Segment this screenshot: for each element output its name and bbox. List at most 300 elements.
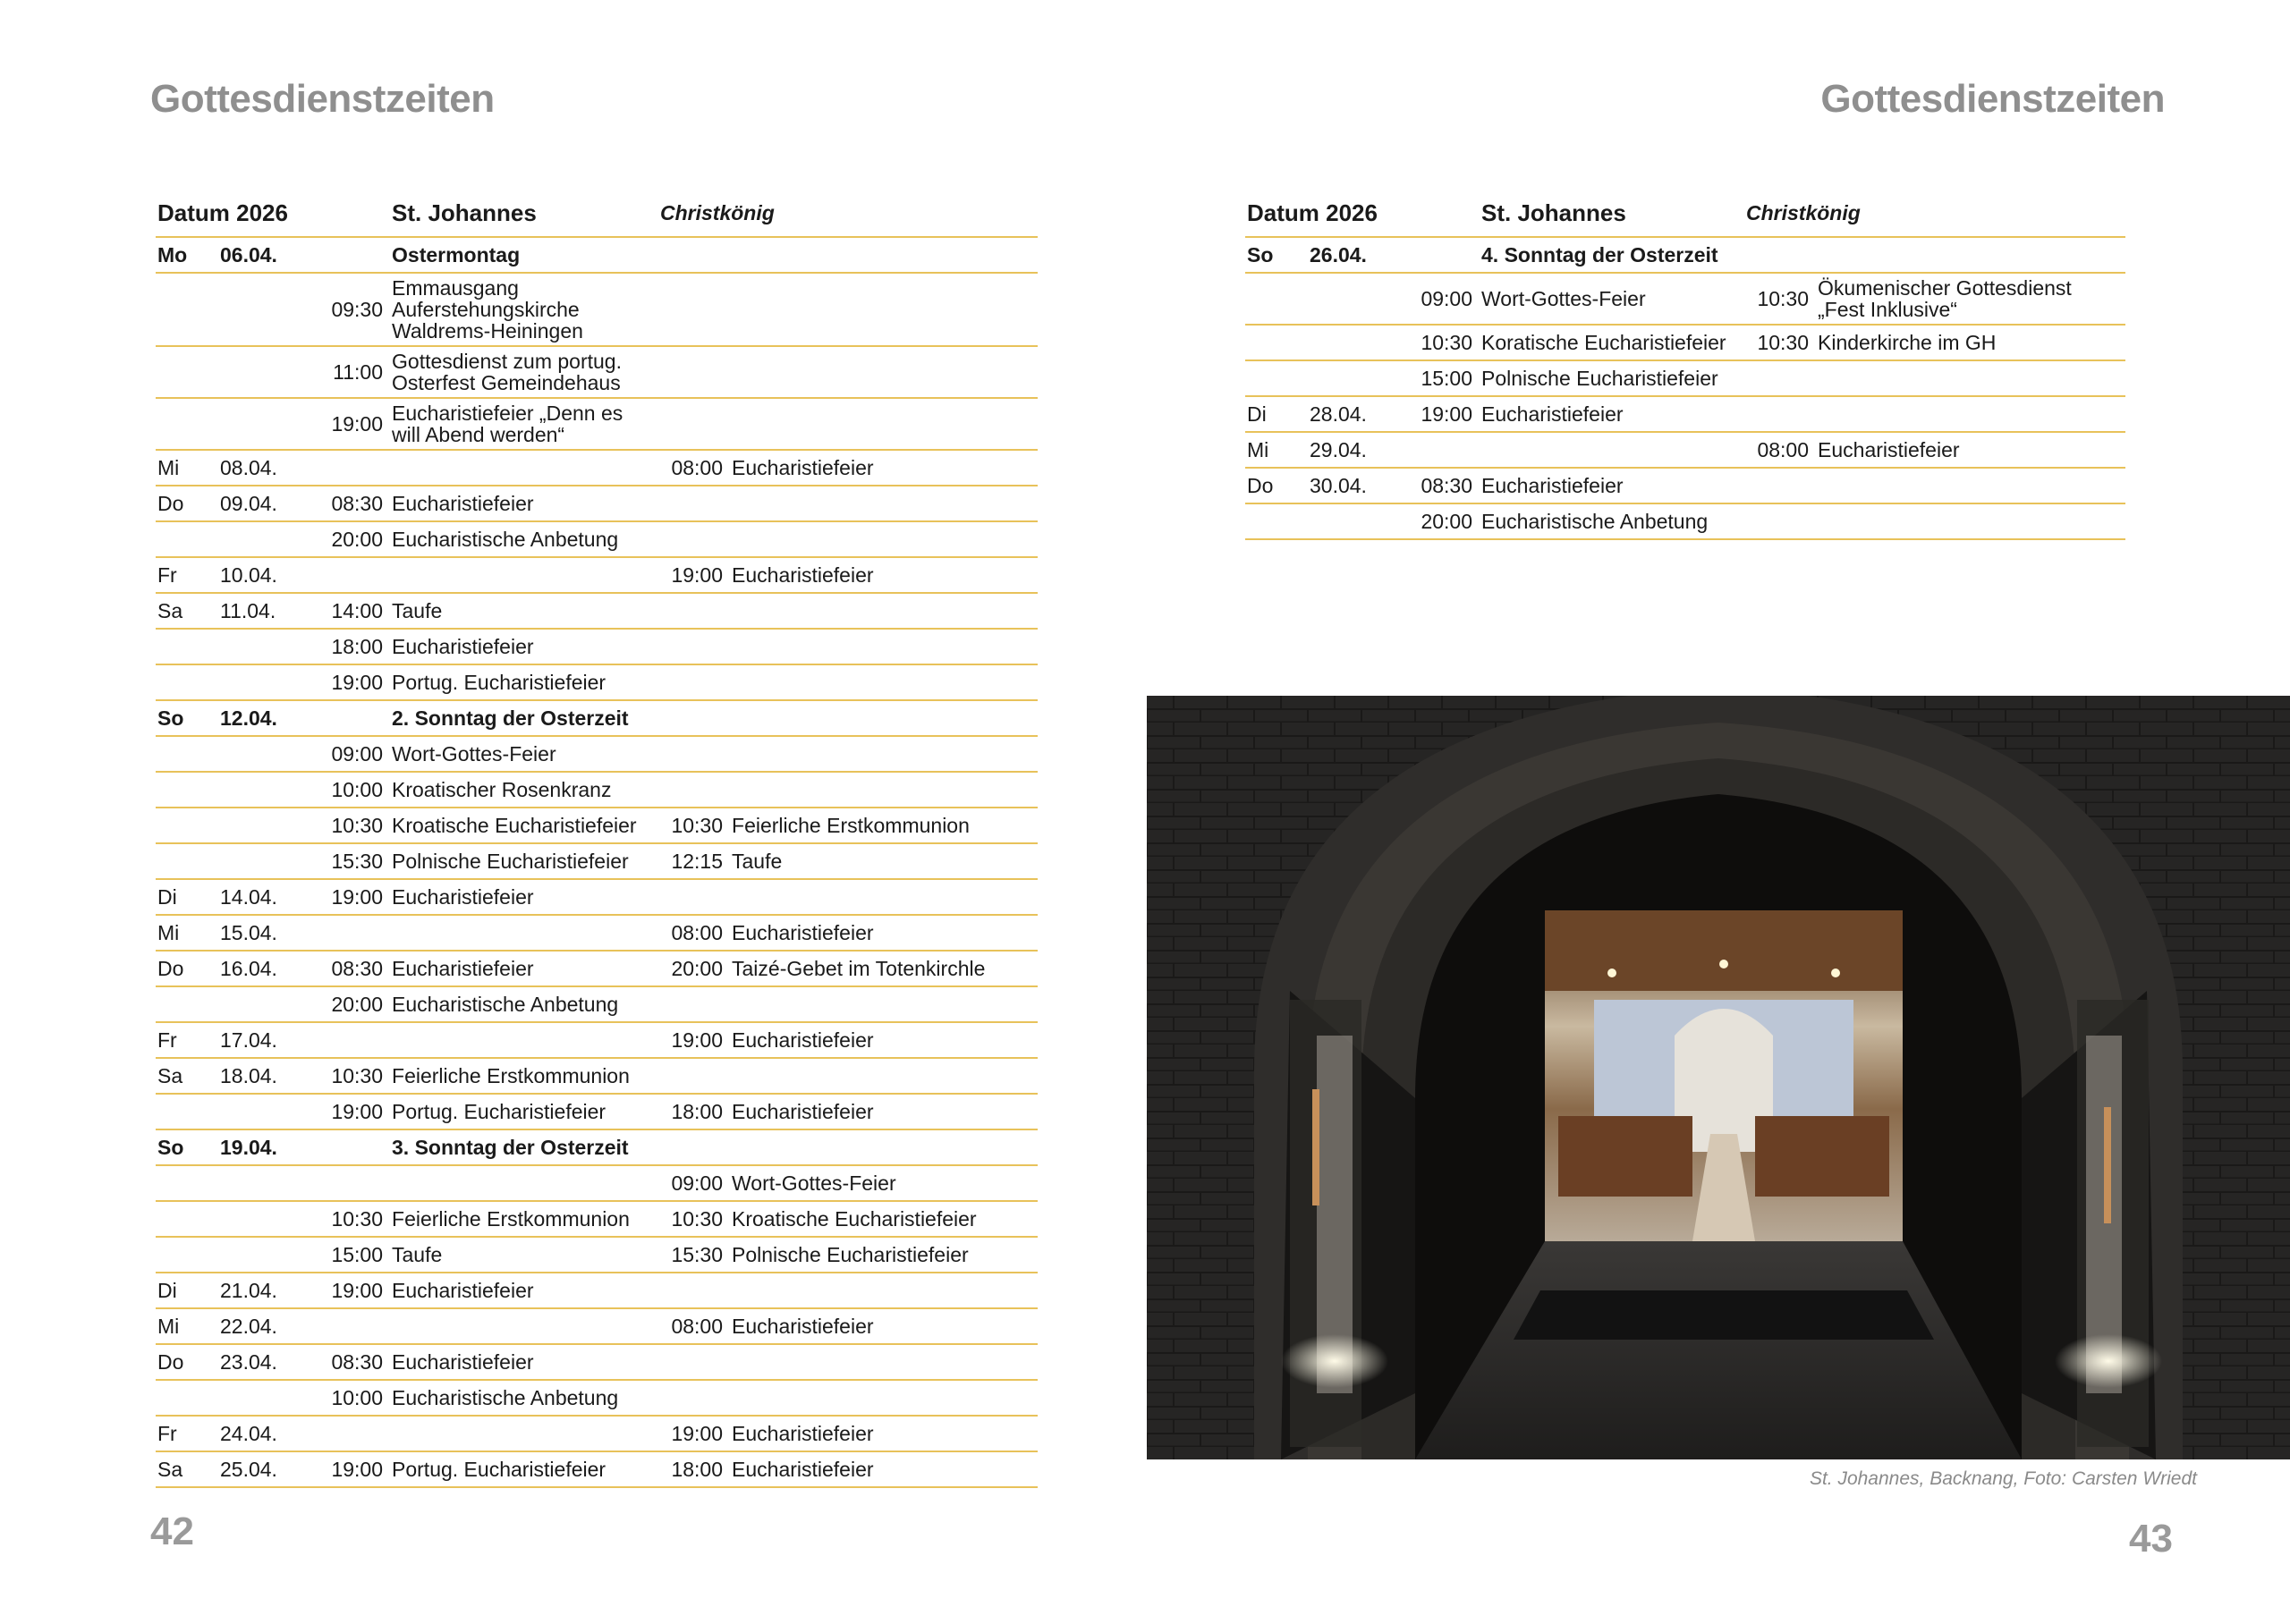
day-cell bbox=[156, 398, 218, 450]
date-cell: 30.04. bbox=[1308, 468, 1401, 503]
date-cell bbox=[1308, 273, 1401, 325]
day-cell bbox=[1245, 273, 1308, 325]
day-cell: Mo bbox=[156, 237, 218, 273]
christkoenig-time bbox=[658, 398, 730, 450]
christkoenig-event bbox=[730, 772, 1038, 808]
table-row bbox=[156, 557, 1038, 593]
table-row bbox=[1245, 396, 2125, 432]
st-johannes-event: Eucharistische Anbetung bbox=[390, 1380, 658, 1416]
christkoenig-time: 08:00 bbox=[1744, 432, 1816, 468]
st-johannes-time bbox=[311, 700, 390, 736]
christkoenig-event bbox=[730, 273, 1038, 346]
christkoenig-event bbox=[1816, 468, 2125, 503]
st-johannes-time bbox=[311, 915, 390, 951]
day-cell bbox=[156, 986, 218, 1022]
date-cell bbox=[1308, 325, 1401, 360]
table-row bbox=[156, 273, 1038, 346]
date-cell bbox=[218, 629, 311, 664]
day-cell: Fr bbox=[156, 1416, 218, 1451]
christkoenig-time: 08:00 bbox=[658, 915, 730, 951]
table-row bbox=[156, 237, 1038, 273]
day-cell bbox=[156, 664, 218, 700]
christkoenig-time bbox=[658, 700, 730, 736]
header-date: Datum 2026 bbox=[156, 190, 390, 237]
christkoenig-event: Eucharistiefeier bbox=[1816, 432, 2125, 468]
st-johannes-event: Polnische Eucharistiefeier bbox=[390, 843, 658, 879]
date-cell bbox=[218, 808, 311, 843]
christkoenig-event bbox=[1816, 503, 2125, 539]
table-row bbox=[156, 915, 1038, 951]
date-cell: 08.04. bbox=[218, 450, 311, 486]
page-number-left: 42 bbox=[150, 1510, 194, 1553]
page-number-right: 43 bbox=[2129, 1517, 2173, 1561]
st-johannes-time: 09:00 bbox=[311, 736, 390, 772]
day-cell bbox=[156, 808, 218, 843]
christkoenig-time bbox=[658, 521, 730, 557]
header-christkoenig: Christkönig bbox=[658, 190, 1038, 237]
table-row bbox=[156, 1165, 1038, 1201]
christkoenig-time: 10:30 bbox=[658, 808, 730, 843]
st-johannes-time: 20:00 bbox=[311, 521, 390, 557]
st-johannes-time bbox=[1401, 432, 1480, 468]
table-row bbox=[156, 1129, 1038, 1165]
st-johannes-event: Eucharistische Anbetung bbox=[390, 521, 658, 557]
table-row bbox=[156, 486, 1038, 521]
table-row bbox=[156, 629, 1038, 664]
table-row bbox=[156, 1237, 1038, 1273]
st-johannes-time: 10:00 bbox=[311, 1380, 390, 1416]
christkoenig-time: 18:00 bbox=[658, 1094, 730, 1129]
christkoenig-event: Eucharistiefeier bbox=[730, 915, 1038, 951]
st-johannes-event: Koratische Eucharistiefeier bbox=[1480, 325, 1744, 360]
st-johannes-event: Wort-Gottes-Feier bbox=[1480, 273, 1744, 325]
christkoenig-event bbox=[730, 1273, 1038, 1308]
table-row bbox=[156, 879, 1038, 915]
christkoenig-time: 10:30 bbox=[1744, 325, 1816, 360]
st-johannes-time: 20:00 bbox=[1401, 503, 1480, 539]
st-johannes-time: 18:00 bbox=[311, 629, 390, 664]
christkoenig-event: Taizé-Gebet im Totenkirchle bbox=[730, 951, 1038, 986]
st-johannes-time bbox=[311, 1165, 390, 1201]
date-cell bbox=[218, 1165, 311, 1201]
christkoenig-event: Kinderkirche im GH bbox=[1816, 325, 2125, 360]
table-row bbox=[156, 700, 1038, 736]
date-cell: 28.04. bbox=[1308, 396, 1401, 432]
st-johannes-time: 19:00 bbox=[311, 1094, 390, 1129]
day-cell: Fr bbox=[156, 557, 218, 593]
header-date: Datum 2026 bbox=[1245, 190, 1480, 237]
date-cell: 14.04. bbox=[218, 879, 311, 915]
christkoenig-time: 19:00 bbox=[658, 557, 730, 593]
christkoenig-time bbox=[658, 629, 730, 664]
st-johannes-time: 11:00 bbox=[311, 346, 390, 398]
table-row bbox=[156, 1201, 1038, 1237]
christkoenig-event: Eucharistiefeier bbox=[730, 1416, 1038, 1451]
christkoenig-time bbox=[658, 986, 730, 1022]
st-johannes-time: 08:30 bbox=[311, 951, 390, 986]
header-st-johannes: St. Johannes bbox=[390, 190, 658, 237]
st-johannes-time: 10:00 bbox=[311, 772, 390, 808]
christkoenig-time bbox=[1744, 360, 1816, 396]
st-johannes-time bbox=[311, 450, 390, 486]
christkoenig-event bbox=[730, 700, 1038, 736]
st-johannes-time: 19:00 bbox=[311, 664, 390, 700]
st-johannes-event: Wort-Gottes-Feier bbox=[390, 736, 658, 772]
st-johannes-event: Portug. Eucharistiefeier bbox=[390, 664, 658, 700]
christkoenig-time bbox=[658, 1129, 730, 1165]
page-title-right: Gottesdienstzeiten bbox=[1820, 77, 2165, 121]
day-cell bbox=[156, 1201, 218, 1237]
date-cell: 18.04. bbox=[218, 1058, 311, 1094]
day-cell: Di bbox=[1245, 396, 1308, 432]
day-cell bbox=[156, 1094, 218, 1129]
christkoenig-event: Eucharistiefeier bbox=[730, 1308, 1038, 1344]
christkoenig-time bbox=[1744, 503, 1816, 539]
christkoenig-event bbox=[730, 398, 1038, 450]
date-cell: 15.04. bbox=[218, 915, 311, 951]
st-johannes-time: 19:00 bbox=[311, 879, 390, 915]
table-row bbox=[1245, 503, 2125, 539]
table-row bbox=[156, 1273, 1038, 1308]
date-cell: 19.04. bbox=[218, 1129, 311, 1165]
day-cell bbox=[156, 346, 218, 398]
day-cell: Fr bbox=[156, 1022, 218, 1058]
st-johannes-event: Eucharistiefeier bbox=[390, 951, 658, 986]
christkoenig-event bbox=[730, 1344, 1038, 1380]
christkoenig-event bbox=[730, 736, 1038, 772]
st-johannes-time: 10:30 bbox=[311, 1201, 390, 1237]
table-row bbox=[1245, 237, 2125, 273]
st-johannes-time: 08:30 bbox=[311, 1344, 390, 1380]
date-cell bbox=[218, 664, 311, 700]
christkoenig-event bbox=[730, 521, 1038, 557]
christkoenig-event: Kroatische Eucharistiefeier bbox=[730, 1201, 1038, 1237]
st-johannes-time bbox=[311, 1416, 390, 1451]
table-row bbox=[156, 1451, 1038, 1487]
st-johannes-event: Eucharistiefeier bbox=[390, 879, 658, 915]
day-cell bbox=[156, 736, 218, 772]
st-johannes-event: Gottesdienst zum portug. Osterfest Gemeindehaus bbox=[390, 346, 658, 398]
date-cell: 25.04. bbox=[218, 1451, 311, 1487]
st-johannes-time: 19:00 bbox=[311, 1273, 390, 1308]
table-row bbox=[156, 1058, 1038, 1094]
day-cell bbox=[156, 1165, 218, 1201]
christkoenig-time bbox=[658, 664, 730, 700]
st-johannes-event bbox=[390, 915, 658, 951]
christkoenig-time: 10:30 bbox=[658, 1201, 730, 1237]
st-johannes-event: Eucharistiefeier bbox=[1480, 468, 1744, 503]
day-cell bbox=[156, 772, 218, 808]
christkoenig-event: Ökumenischer Gottesdienst „Fest Inklusive“ bbox=[1816, 273, 2125, 325]
christkoenig-event bbox=[730, 629, 1038, 664]
st-johannes-event: Kroatischer Rosenkranz bbox=[390, 772, 658, 808]
day-cell bbox=[156, 629, 218, 664]
st-johannes-time: 08:30 bbox=[1401, 468, 1480, 503]
date-cell bbox=[218, 1237, 311, 1273]
christkoenig-event bbox=[730, 486, 1038, 521]
table-row bbox=[156, 986, 1038, 1022]
date-cell: 09.04. bbox=[218, 486, 311, 521]
christkoenig-event: Eucharistiefeier bbox=[730, 450, 1038, 486]
table-row bbox=[156, 1344, 1038, 1380]
day-cell: Do bbox=[156, 1344, 218, 1380]
st-johannes-time: 15:00 bbox=[1401, 360, 1480, 396]
day-cell bbox=[156, 273, 218, 346]
day-cell: Mi bbox=[1245, 432, 1308, 468]
church-doorway-photo bbox=[1147, 696, 2290, 1459]
schedule-table-right bbox=[1245, 190, 2125, 540]
table-row bbox=[156, 521, 1038, 557]
table-row bbox=[1245, 360, 2125, 396]
st-johannes-event: Eucharistiefeier „Denn es will Abend werden“ bbox=[390, 398, 658, 450]
christkoenig-time bbox=[1744, 468, 1816, 503]
table-row bbox=[156, 1380, 1038, 1416]
st-johannes-time bbox=[311, 237, 390, 273]
christkoenig-time bbox=[658, 772, 730, 808]
st-johannes-time: 20:00 bbox=[311, 986, 390, 1022]
christkoenig-time bbox=[658, 273, 730, 346]
st-johannes-event bbox=[390, 557, 658, 593]
date-cell bbox=[218, 1094, 311, 1129]
day-cell: Mi bbox=[156, 915, 218, 951]
table-row bbox=[156, 772, 1038, 808]
date-cell bbox=[218, 772, 311, 808]
day-cell bbox=[156, 843, 218, 879]
christkoenig-event: Eucharistiefeier bbox=[730, 557, 1038, 593]
st-johannes-event bbox=[1480, 432, 1744, 468]
date-cell: 17.04. bbox=[218, 1022, 311, 1058]
header-christkoenig: Christkönig bbox=[1744, 190, 2125, 237]
date-cell bbox=[1308, 360, 1401, 396]
christkoenig-event bbox=[1816, 237, 2125, 273]
st-johannes-time: 10:30 bbox=[311, 808, 390, 843]
st-johannes-time: 10:30 bbox=[311, 1058, 390, 1094]
table-row bbox=[156, 664, 1038, 700]
day-cell bbox=[156, 1380, 218, 1416]
table-row bbox=[156, 808, 1038, 843]
christkoenig-event bbox=[1816, 360, 2125, 396]
table-row bbox=[156, 736, 1038, 772]
christkoenig-event bbox=[730, 593, 1038, 629]
day-cell: Do bbox=[156, 951, 218, 986]
st-johannes-event: Taufe bbox=[390, 1237, 658, 1273]
st-johannes-event: Polnische Eucharistiefeier bbox=[1480, 360, 1744, 396]
st-johannes-event bbox=[390, 1308, 658, 1344]
page-title-left: Gottesdienstzeiten bbox=[150, 77, 495, 121]
st-johannes-event: 2. Sonntag der Osterzeit bbox=[390, 700, 658, 736]
date-cell: 21.04. bbox=[218, 1273, 311, 1308]
christkoenig-time: 20:00 bbox=[658, 951, 730, 986]
christkoenig-time bbox=[658, 593, 730, 629]
date-cell bbox=[218, 1201, 311, 1237]
st-johannes-event: Ostermontag bbox=[390, 237, 658, 273]
christkoenig-time: 15:30 bbox=[658, 1237, 730, 1273]
st-johannes-event: Eucharistiefeier bbox=[390, 1344, 658, 1380]
day-cell: Sa bbox=[156, 1058, 218, 1094]
st-johannes-event: Eucharistiefeier bbox=[390, 486, 658, 521]
christkoenig-time bbox=[658, 1344, 730, 1380]
schedule-table-left bbox=[156, 190, 1038, 1488]
christkoenig-time: 19:00 bbox=[658, 1022, 730, 1058]
christkoenig-event bbox=[730, 346, 1038, 398]
st-johannes-time bbox=[311, 1308, 390, 1344]
christkoenig-time bbox=[658, 346, 730, 398]
st-johannes-event bbox=[390, 1165, 658, 1201]
christkoenig-time bbox=[658, 1380, 730, 1416]
st-johannes-event bbox=[390, 1416, 658, 1451]
christkoenig-time bbox=[658, 237, 730, 273]
date-cell: 06.04. bbox=[218, 237, 311, 273]
date-cell bbox=[218, 1380, 311, 1416]
day-cell bbox=[1245, 503, 1308, 539]
st-johannes-time bbox=[311, 1022, 390, 1058]
table-row bbox=[156, 593, 1038, 629]
st-johannes-time: 19:00 bbox=[311, 1451, 390, 1487]
table-row bbox=[156, 346, 1038, 398]
st-johannes-time: 19:00 bbox=[1401, 396, 1480, 432]
christkoenig-event bbox=[730, 1129, 1038, 1165]
date-cell bbox=[218, 398, 311, 450]
christkoenig-time bbox=[658, 1058, 730, 1094]
day-cell: So bbox=[156, 700, 218, 736]
christkoenig-time bbox=[1744, 237, 1816, 273]
day-cell: Di bbox=[156, 879, 218, 915]
date-cell bbox=[218, 521, 311, 557]
date-cell: 12.04. bbox=[218, 700, 311, 736]
st-johannes-event: Feierliche Erstkommunion bbox=[390, 1201, 658, 1237]
christkoenig-event bbox=[730, 1058, 1038, 1094]
christkoenig-event: Eucharistiefeier bbox=[730, 1022, 1038, 1058]
table-row bbox=[1245, 432, 2125, 468]
date-cell bbox=[1308, 503, 1401, 539]
date-cell: 10.04. bbox=[218, 557, 311, 593]
st-johannes-event: Taufe bbox=[390, 593, 658, 629]
st-johannes-time: 08:30 bbox=[311, 486, 390, 521]
st-johannes-time bbox=[1401, 237, 1480, 273]
date-cell bbox=[218, 736, 311, 772]
st-johannes-event: Kroatische Eucharistiefeier bbox=[390, 808, 658, 843]
st-johannes-time: 19:00 bbox=[311, 398, 390, 450]
st-johannes-event: Portug. Eucharistiefeier bbox=[390, 1451, 658, 1487]
day-cell: Mi bbox=[156, 1308, 218, 1344]
table-row bbox=[156, 1094, 1038, 1129]
st-johannes-event: Eucharistische Anbetung bbox=[390, 986, 658, 1022]
st-johannes-time bbox=[311, 1129, 390, 1165]
day-cell: So bbox=[156, 1129, 218, 1165]
christkoenig-event bbox=[730, 879, 1038, 915]
day-cell: Do bbox=[156, 486, 218, 521]
christkoenig-event bbox=[730, 237, 1038, 273]
day-cell bbox=[1245, 360, 1308, 396]
st-johannes-event: Eucharistiefeier bbox=[390, 1273, 658, 1308]
table-row bbox=[156, 843, 1038, 879]
date-cell bbox=[218, 273, 311, 346]
christkoenig-time: 12:15 bbox=[658, 843, 730, 879]
st-johannes-event: Eucharistiefeier bbox=[390, 629, 658, 664]
st-johannes-time: 09:30 bbox=[311, 273, 390, 346]
table-header bbox=[156, 190, 1038, 237]
st-johannes-time: 15:00 bbox=[311, 1237, 390, 1273]
day-cell: Mi bbox=[156, 450, 218, 486]
christkoenig-event bbox=[1816, 396, 2125, 432]
table-header bbox=[1245, 190, 2125, 237]
christkoenig-event bbox=[730, 986, 1038, 1022]
christkoenig-event: Eucharistiefeier bbox=[730, 1451, 1038, 1487]
st-johannes-event: Portug. Eucharistiefeier bbox=[390, 1094, 658, 1129]
header-st-johannes: St. Johannes bbox=[1480, 190, 1744, 237]
christkoenig-time: 18:00 bbox=[658, 1451, 730, 1487]
date-cell: 24.04. bbox=[218, 1416, 311, 1451]
christkoenig-time bbox=[1744, 396, 1816, 432]
date-cell: 26.04. bbox=[1308, 237, 1401, 273]
date-cell bbox=[218, 346, 311, 398]
st-johannes-time bbox=[311, 557, 390, 593]
day-cell: Sa bbox=[156, 1451, 218, 1487]
table-row bbox=[156, 1416, 1038, 1451]
photo-caption: St. Johannes, Backnang, Foto: Carsten Wriedt bbox=[1809, 1468, 2197, 1489]
st-johannes-event bbox=[390, 1022, 658, 1058]
day-cell bbox=[156, 521, 218, 557]
christkoenig-time bbox=[658, 1273, 730, 1308]
christkoenig-time bbox=[658, 486, 730, 521]
st-johannes-event: Feierliche Erstkommunion bbox=[390, 1058, 658, 1094]
st-johannes-time: 15:30 bbox=[311, 843, 390, 879]
christkoenig-time bbox=[658, 736, 730, 772]
table-row bbox=[156, 951, 1038, 986]
day-cell bbox=[156, 1237, 218, 1273]
st-johannes-event: 3. Sonntag der Osterzeit bbox=[390, 1129, 658, 1165]
st-johannes-event: Eucharistiefeier bbox=[1480, 396, 1744, 432]
christkoenig-event: Feierliche Erstkommunion bbox=[730, 808, 1038, 843]
st-johannes-time: 10:30 bbox=[1401, 325, 1480, 360]
table-row bbox=[156, 450, 1038, 486]
table-row bbox=[1245, 273, 2125, 325]
day-cell: Di bbox=[156, 1273, 218, 1308]
st-johannes-event bbox=[390, 450, 658, 486]
christkoenig-event: Eucharistiefeier bbox=[730, 1094, 1038, 1129]
christkoenig-event: Polnische Eucharistiefeier bbox=[730, 1237, 1038, 1273]
christkoenig-event bbox=[730, 1380, 1038, 1416]
st-johannes-event: Eucharistische Anbetung bbox=[1480, 503, 1744, 539]
christkoenig-event: Taufe bbox=[730, 843, 1038, 879]
day-cell: Do bbox=[1245, 468, 1308, 503]
christkoenig-event bbox=[730, 664, 1038, 700]
st-johannes-event: Emmausgang Auferstehungskirche Waldrems-Heiningen bbox=[390, 273, 658, 346]
st-johannes-time: 09:00 bbox=[1401, 273, 1480, 325]
st-johannes-time: 14:00 bbox=[311, 593, 390, 629]
day-cell: Sa bbox=[156, 593, 218, 629]
date-cell: 29.04. bbox=[1308, 432, 1401, 468]
date-cell: 23.04. bbox=[218, 1344, 311, 1380]
date-cell: 11.04. bbox=[218, 593, 311, 629]
st-johannes-event: 4. Sonntag der Osterzeit bbox=[1480, 237, 1744, 273]
day-cell bbox=[1245, 325, 1308, 360]
date-cell: 16.04. bbox=[218, 951, 311, 986]
date-cell: 22.04. bbox=[218, 1308, 311, 1344]
christkoenig-time: 09:00 bbox=[658, 1165, 730, 1201]
christkoenig-time: 19:00 bbox=[658, 1416, 730, 1451]
christkoenig-event: Wort-Gottes-Feier bbox=[730, 1165, 1038, 1201]
table-row bbox=[1245, 325, 2125, 360]
christkoenig-time: 10:30 bbox=[1744, 273, 1816, 325]
day-cell: So bbox=[1245, 237, 1308, 273]
table-row bbox=[1245, 468, 2125, 503]
table-row bbox=[156, 1022, 1038, 1058]
date-cell bbox=[218, 843, 311, 879]
table-row bbox=[156, 398, 1038, 450]
date-cell bbox=[218, 986, 311, 1022]
christkoenig-time: 08:00 bbox=[658, 1308, 730, 1344]
